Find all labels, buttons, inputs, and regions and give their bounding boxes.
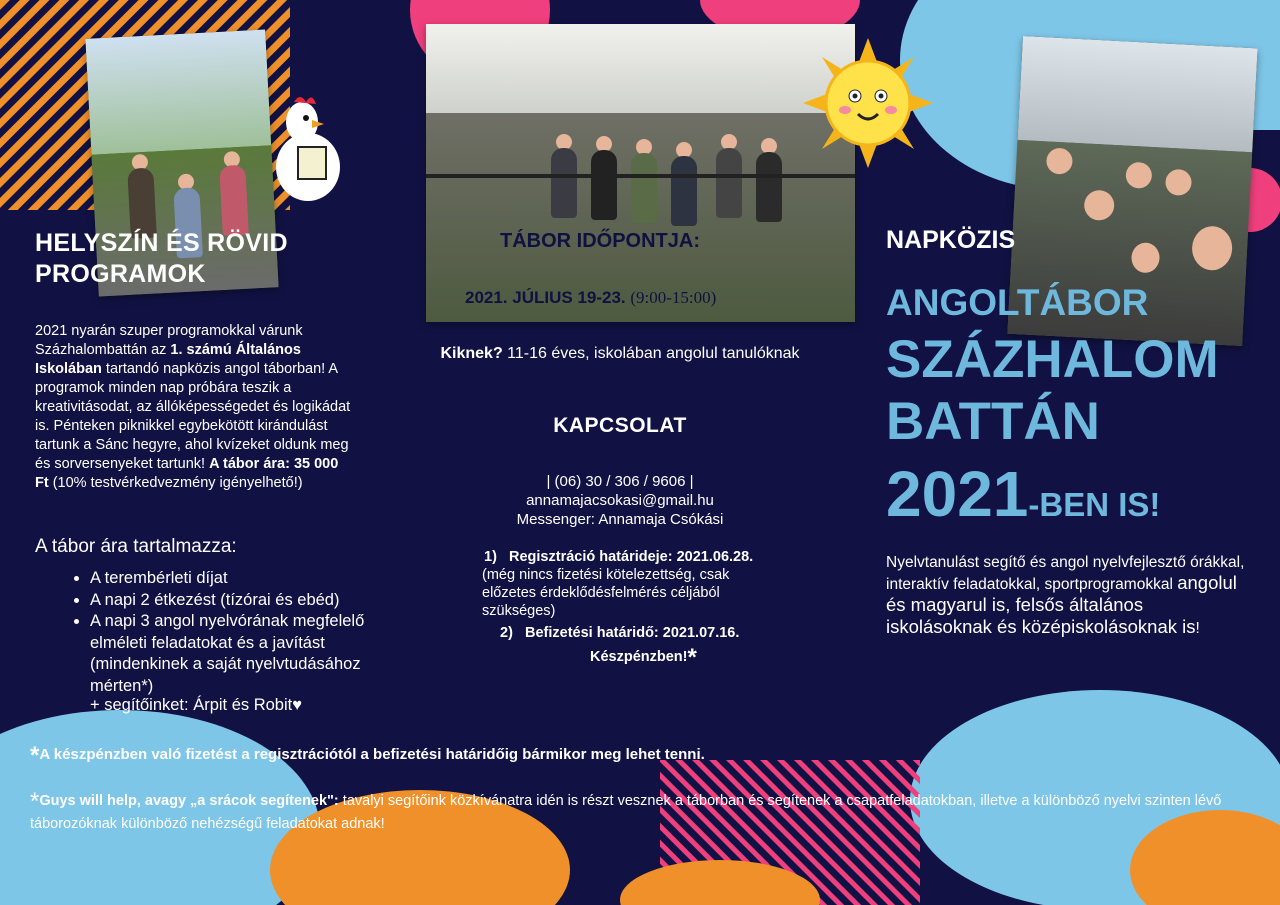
headline-year: [886, 458, 1160, 541]
list-item: • A napi 2 étkezést (tízórai és ebéd): [90, 590, 410, 612]
registration-info: [482, 548, 812, 671]
date-title: TÁBOR IDŐPONTJA:: [500, 230, 700, 252]
camp-description: [886, 553, 1246, 639]
messenger-contact: Messenger: Annamaja Csókási: [516, 511, 724, 528]
headline-line2: SZÁZHALOM: [886, 330, 1219, 389]
helpers-footnote-text: tavalyi segítőink közkívánatra idén is részt vesznek a táborban és segítenek a csapatfeladatokban, illetve a különböző nyelvi szinten lévő táborozóknak különböző nehézségű feladatokat adnak!: [30, 793, 1222, 832]
helpers-footnote-title: Guys will help, avagy „a srácok segítenek":: [39, 793, 339, 809]
date-value: 2021. JÚLIUS 19-23.: [465, 288, 626, 307]
phone-number: | (06) 30 / 306 / 9606 |: [546, 473, 694, 490]
program-description: [35, 322, 355, 493]
list-item: • A napi 3 angol nyelvórának megfelelő elméleti feladatokat és a javítást (mindenkinek a saját nyelvtudásához mérten*): [90, 611, 410, 697]
includes-list: [62, 568, 410, 697]
headline-line1: ANGOLTÁBOR: [886, 282, 1149, 323]
desc-text-3: !: [1195, 620, 1200, 637]
year-value: 2021: [886, 458, 1029, 530]
location-title-line2: PROGRAMOK: [35, 260, 206, 288]
registration-note: (még nincs fizetési kötelezettség, csak előzetes érdeklődésfelmérés céljából szükséges): [482, 567, 730, 619]
year-suffix: -BEN IS!: [1028, 486, 1161, 523]
chicken-mascot-icon: [268, 92, 348, 207]
contact-title: KAPCSOLAT: [553, 414, 687, 437]
helpers-footnote: [30, 790, 1230, 835]
camp-date: [465, 288, 716, 308]
registration-deadline: Regisztráció határideje: 2021.06.28.: [509, 549, 754, 565]
desc-text-1: Nyelvtanulást segítő és angol nyelvfejlesztő órákkal, interaktív feladatokkal, sportprogramokkal: [886, 554, 1245, 593]
intro-text-2: tartandó napközis angol táborban! A programok minden nap próbára teszik a kreativitásodat, az állóképességedet és logikádat is. Pénteken piknikkel egybekötött kirándulást tartunk a Sánc hegyre, ahol kvízeket oldunk meg és sorversenyeket tartunk!: [35, 361, 351, 472]
headline-line3: BATTÁN: [886, 392, 1100, 451]
day-camp-label: NAPKÖZIS: [886, 226, 1016, 254]
reg-number-1: 1): [484, 549, 497, 565]
desc-text-2: angolul és magyarul is, felsős általános iskolásoknak és középiskolásoknak is: [886, 572, 1237, 637]
location-title-line1: HELYSZÍN ÉS RÖVID: [35, 229, 288, 257]
payment-footnote-text: A készpénzben való fizetést a regisztrációtól a befizetési határidőig bármikor meg lehet tenni.: [39, 746, 705, 763]
audience-info: [440, 344, 800, 364]
time-value: (9:00-15:00): [630, 288, 717, 307]
audience-text: 11-16 éves, iskolában angolul tanulóknak: [502, 345, 800, 362]
smiling-sun-icon: [803, 38, 933, 168]
footnote-star: *: [30, 742, 40, 769]
helpers-line: + segítőinket: Árpit és Robit♥: [90, 696, 303, 714]
group-photo-balcony: [426, 24, 855, 322]
audience-label: Kiknek?: [440, 345, 503, 362]
camp-price: A tábor ára: 35 000 Ft: [35, 456, 339, 491]
intro-text-1: 2021 nyarán szuper programokkal várunk Százhalombattán az: [35, 323, 303, 358]
cash-star: *: [687, 644, 697, 671]
footnote-star: *: [30, 788, 40, 815]
cash-note: Készpénzben!: [590, 649, 688, 665]
payment-footnote: [30, 742, 705, 770]
list-item: • A terembérleti díjat: [90, 568, 410, 590]
includes-title: A tábor ára tartalmazza:: [35, 536, 237, 557]
contact-info: [440, 472, 800, 529]
payment-deadline: Befizetési határidő: 2021.07.16.: [525, 625, 740, 641]
email-address[interactable]: annamajacsokasi@gmail.hu: [526, 492, 714, 509]
reg-number-2: 2): [500, 625, 513, 641]
school-name: 1. számú Általános Iskolában: [35, 342, 301, 377]
location-title: [35, 228, 365, 290]
discount-text: (10% testvérkedvezmény igényelhető!): [48, 475, 303, 491]
